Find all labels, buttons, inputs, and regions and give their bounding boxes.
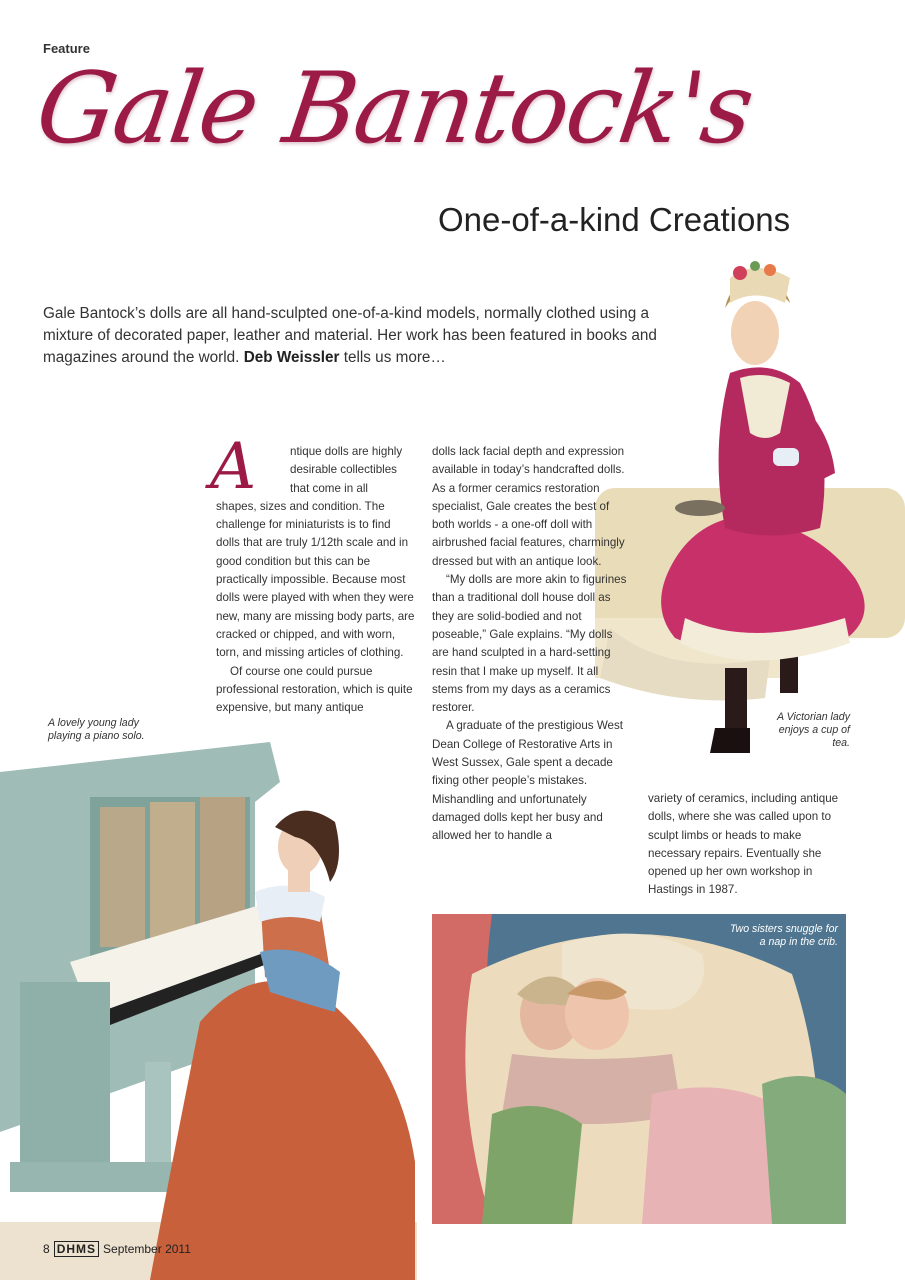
page-number: 8 — [43, 1242, 50, 1256]
sleeping-sisters-photo — [432, 914, 846, 1224]
intro-tail: tells us more… — [339, 349, 446, 366]
col2-paragraph-2: “My dolls are more akin to figurines than a traditional doll house doll as they are solid-bodied and not poseable,” Gale explains. “My dolls are hand sculpted in a hard-setting resin that I make up myself. It all stems from my days as a ceramics restorer. — [432, 573, 627, 715]
article-column-3 — [648, 790, 848, 900]
author-name: Deb Weissler — [243, 349, 340, 366]
sleeping-sisters-illustration — [432, 914, 846, 1224]
article-subtitle: One-of-a-kind Creations — [438, 201, 791, 238]
article-title-script: Gale Bantock's — [29, 52, 759, 166]
caption-sleeping-sisters: Two sisters snuggle for a nap in the crib. — [729, 923, 838, 948]
magazine-logo: DHMS — [54, 1241, 99, 1257]
piano-doll-photo — [0, 742, 417, 1280]
col2-paragraph-1: dolls lack facial depth and expression available in today’s handcrafted dolls. As a former ceramics restoration specialist, Gale creates the best of both worlds - a one-off doll with airbrushed facial features, charmingly dressed but with an antique look. — [432, 445, 625, 568]
victorian-lady-photo — [590, 258, 905, 758]
col2-paragraph-3: A graduate of the prestigious West Dean College of Restorative Arts in West Sussex, Gale spent a decade fixing other people’s mistakes. Mishandling and unfortunately damaged dolls kept her busy and allowed her to handle a — [432, 719, 624, 843]
issue-date: September 2011 — [103, 1242, 191, 1256]
caption-piano: A lovely young lady playing a piano solo. — [48, 717, 145, 742]
caption-victorian-lady: A Victorian lady enjoys a cup of tea. — [776, 711, 850, 749]
col1-line-3: that come in all — [290, 481, 368, 495]
col1-paragraph-2: Of course one could pursue professional restoration, which is quite expensive, but many antique — [216, 664, 413, 715]
col1-line-2: desirable collectibles — [290, 463, 397, 477]
col1-paragraph-1: shapes, sizes and condition. The challenge for miniaturists is to find dolls that are truly 1/12th scale and in good condition but this can be practically impossible. Because most dolls were played with when they were new, many are missing body parts, are cracked or chipped, and with worn, torn, and missing articles of clothing. — [216, 499, 415, 660]
page-footer — [43, 1242, 191, 1256]
victorian-lady-illustration — [590, 258, 905, 758]
col1-line-1: ntique dolls are highly — [290, 445, 403, 458]
section-label: Feature — [43, 41, 90, 56]
intro-text: Gale Bantock’s dolls are all hand-sculpted one-of-a-kind models, normally clothed using a mixture of decorated paper, leather and material. Her work has been featured in books and magazines around the world. — [43, 305, 657, 366]
col3-paragraph-1: variety of ceramics, including antique dolls, where she was called upon to sculpt limbs or heads to make necessary repairs. Eventually she opened up her own workshop in Hastings in 1987. — [648, 792, 839, 897]
article-column-1 — [210, 430, 416, 717]
drop-cap: A — [210, 430, 257, 504]
piano-doll-illustration — [0, 742, 417, 1280]
article-column-2 — [432, 443, 632, 846]
